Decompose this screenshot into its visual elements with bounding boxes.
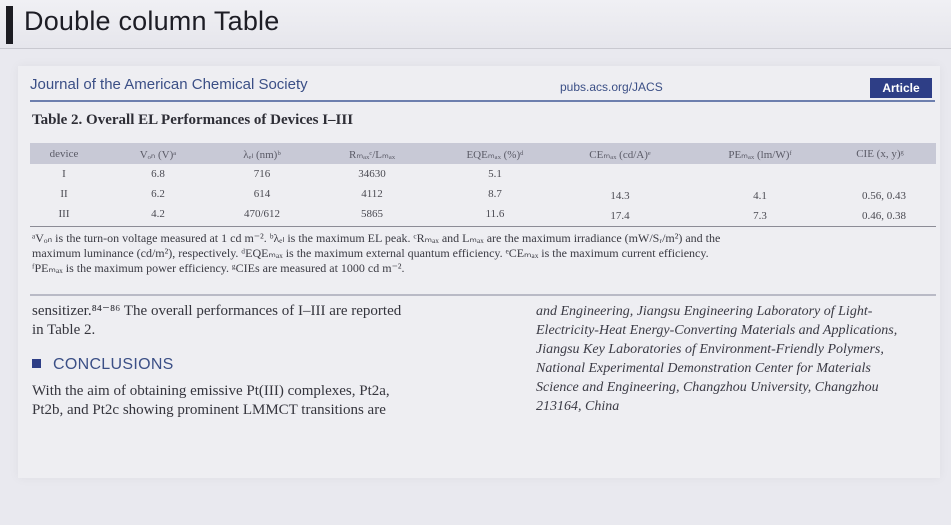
table-header-cell: CEₘₐₓ (cd/A)ᵉ xyxy=(589,149,651,161)
slide-title: Double column Table xyxy=(24,6,280,36)
article-badge: Article xyxy=(870,78,932,98)
journal-name: Journal of the American Chemical Society xyxy=(30,76,308,93)
square-bullet-icon xyxy=(32,359,41,368)
table-cell: 7.3 xyxy=(753,210,767,222)
conclusions-heading-text: CONCLUSIONS xyxy=(53,356,174,373)
body-paragraph xyxy=(32,302,472,340)
affiliation-line: Science and Engineering, Changzhou University, Changzhou xyxy=(536,380,879,395)
footnote-line: ᵃVₒₙ is the turn-on voltage measured at 1 cd m⁻². ᵇλₑₗ is the maximum EL peak. ᶜRₘₐₓ and Lₘₐₓ are the maximum irradiance (mW/Sᵣ/m²) and the xyxy=(32,231,721,245)
table-cell: 614 xyxy=(253,188,271,200)
table-cell: II xyxy=(60,188,68,200)
footnote-line: ᶠPEₘₐₓ is the maximum power efficiency. ᵍCIEs are measured at 1000 cd m⁻². xyxy=(32,261,405,275)
conclusions-paragraph xyxy=(32,382,472,420)
table-header-cell: EQEₘₐₓ (%)ᵈ xyxy=(466,149,524,161)
table-header-cell: device xyxy=(49,148,79,160)
table-header-cell: λₑₗ (nm)ᵇ xyxy=(243,149,281,161)
author-affiliation xyxy=(536,302,921,416)
table-cell: 8.7 xyxy=(488,188,502,200)
table-header-cell: Vₒₙ (V)ᵃ xyxy=(139,149,177,161)
table-header-cell: Rₘₐₓᶜ/Lₘₐₓ xyxy=(348,149,396,161)
journal-url[interactable]: pubs.acs.org/JACS xyxy=(560,80,663,94)
affiliation-line: National Experimental Demonstration Center for Materials xyxy=(536,361,871,376)
table-cell: 470/612 xyxy=(243,208,281,220)
table-cell: 0.46, 0.38 xyxy=(862,210,906,222)
table-cell: 6.8 xyxy=(151,168,165,180)
affiliation-line: 213164, China xyxy=(536,399,620,414)
table-cell: 4.2 xyxy=(151,208,165,220)
table-cell: 6.2 xyxy=(151,188,165,200)
table-cell: 5865 xyxy=(361,208,383,220)
conclusions-heading xyxy=(32,356,174,374)
table-bottom-rule xyxy=(30,226,936,227)
table-cell: 5.1 xyxy=(488,168,502,180)
journal-header xyxy=(30,74,935,102)
section-divider xyxy=(30,294,936,296)
table-caption: Table 2. Overall EL Performances of Devices I–III xyxy=(32,112,354,128)
table-footnotes xyxy=(32,231,932,276)
affiliation-line: and Engineering, Jiangsu Engineering Laboratory of Light- xyxy=(536,304,873,319)
affiliation-line: Jiangsu Key Laboratories of Environment-Friendly Polymers, xyxy=(536,342,884,357)
table-cell: 11.6 xyxy=(485,208,505,220)
slide-title-bar xyxy=(6,6,13,44)
table-cell: I xyxy=(62,168,66,180)
table-cell: 0.56, 0.43 xyxy=(862,190,906,202)
table-cell: 4.1 xyxy=(753,190,767,202)
table-cell: 34630 xyxy=(358,168,386,180)
footnote-line: maximum luminance (cd/m²), respectively. ᵈEQEₘₐₓ is the maximum external quantum efficiency. ᵉCEₘₐₓ is the maximum current efficiency. xyxy=(32,246,709,260)
slide-header xyxy=(0,0,951,49)
table-cell: 716 xyxy=(253,168,271,180)
table-cell: 4112 xyxy=(361,188,383,200)
body-line: Pt2b, and Pt2c showing prominent LMMCT transitions are xyxy=(32,402,386,418)
body-line: sensitizer.⁸⁴⁻⁸⁶ The overall performances of I–III are reported xyxy=(32,303,402,319)
affiliation-line: Electricity-Heat Energy-Converting Materials and Applications, xyxy=(536,323,898,338)
body-line: With the aim of obtaining emissive Pt(III) complexes, Pt2a, xyxy=(32,383,390,399)
table-cell: III xyxy=(58,208,70,220)
table-cell: 17.4 xyxy=(610,210,630,222)
table-cell: 14.3 xyxy=(610,190,630,202)
body-line: in Table 2. xyxy=(32,322,96,338)
table-header-cell: PEₘₐₓ (lm/W)ᶠ xyxy=(728,149,792,161)
table-header-cell: CIE (x, y)ᵍ xyxy=(856,148,904,160)
